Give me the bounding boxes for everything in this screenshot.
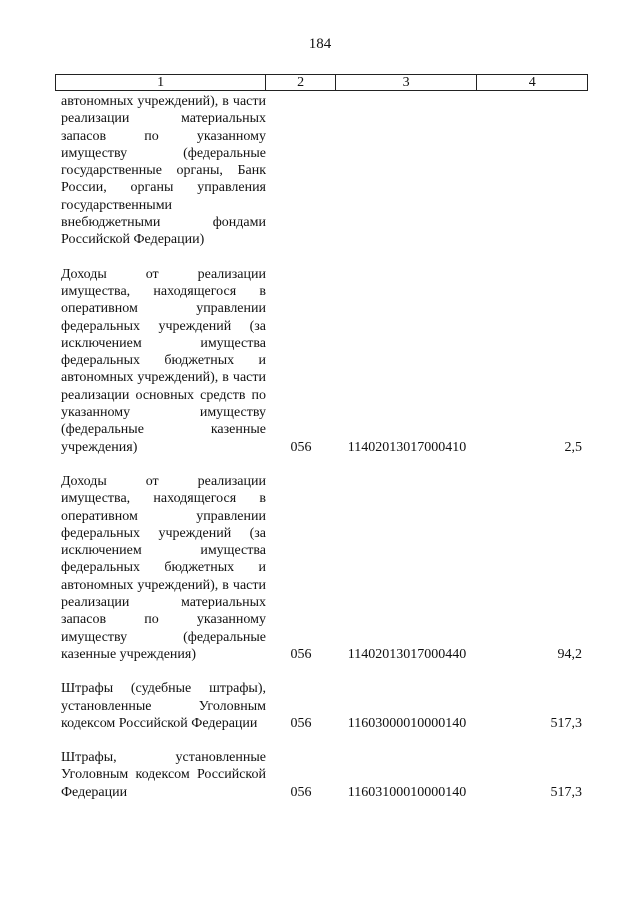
row-amount: 517,3	[550, 784, 582, 800]
row-admin-code: 056	[290, 784, 312, 800]
row-amount: 517,3	[550, 715, 582, 731]
header-col-1: 1	[56, 75, 266, 90]
table-header	[55, 74, 588, 91]
row-budget-code: 11603000010000140	[347, 715, 467, 731]
row-amount: 94,2	[557, 646, 582, 662]
row-admin-code: 056	[290, 646, 312, 662]
row-description: Штрафы, установленные Уголовным кодексом Российской Федерации	[61, 750, 266, 800]
row-budget-code: 11603100010000140	[347, 784, 467, 800]
row-admin-code: 056	[290, 715, 312, 731]
header-col-3: 3	[336, 75, 477, 90]
row-amount: 2,5	[564, 439, 582, 455]
table-row	[55, 749, 588, 801]
page-number: 184	[308, 36, 332, 52]
row-description: Доходы от реализации имущества, находящегося в оперативном управлении федеральных учреждений (за исключением имущества федеральных бюджетных и автономных учреждений), в части реализации материальных запасов по указанному имуществу (федеральные казенные учреждения)	[61, 473, 266, 662]
row-admin-code: 056	[290, 439, 312, 455]
row-budget-code: 11402013017000440	[347, 646, 467, 662]
table-body	[55, 93, 588, 818]
table-row	[55, 473, 588, 663]
header-col-4: 4	[528, 74, 536, 90]
row-description: Доходы от реализации имущества, находящегося в оперативном управлении федеральных учреждений (за исключением имущества федеральных бюджетных и автономных учреждений), в части реализации основных средств по указанному имуществу (федеральные казенные учреждения)	[61, 266, 266, 455]
table-row	[55, 93, 588, 249]
row-description: Штрафы (судебные штрафы), установленные Уголовным кодексом Российской Федерации	[61, 681, 266, 731]
row-budget-code: 11402013017000410	[347, 439, 467, 455]
row-description: автономных учреждений), в части реализации материальных запасов по указанному имуществу (федеральные государственные органы, Банк России, органы управления государственными внебюджетными фондами Российской Федерации)	[61, 94, 266, 248]
table-row	[55, 266, 588, 456]
table-row	[55, 680, 588, 732]
header-col-2: 2	[266, 75, 336, 90]
